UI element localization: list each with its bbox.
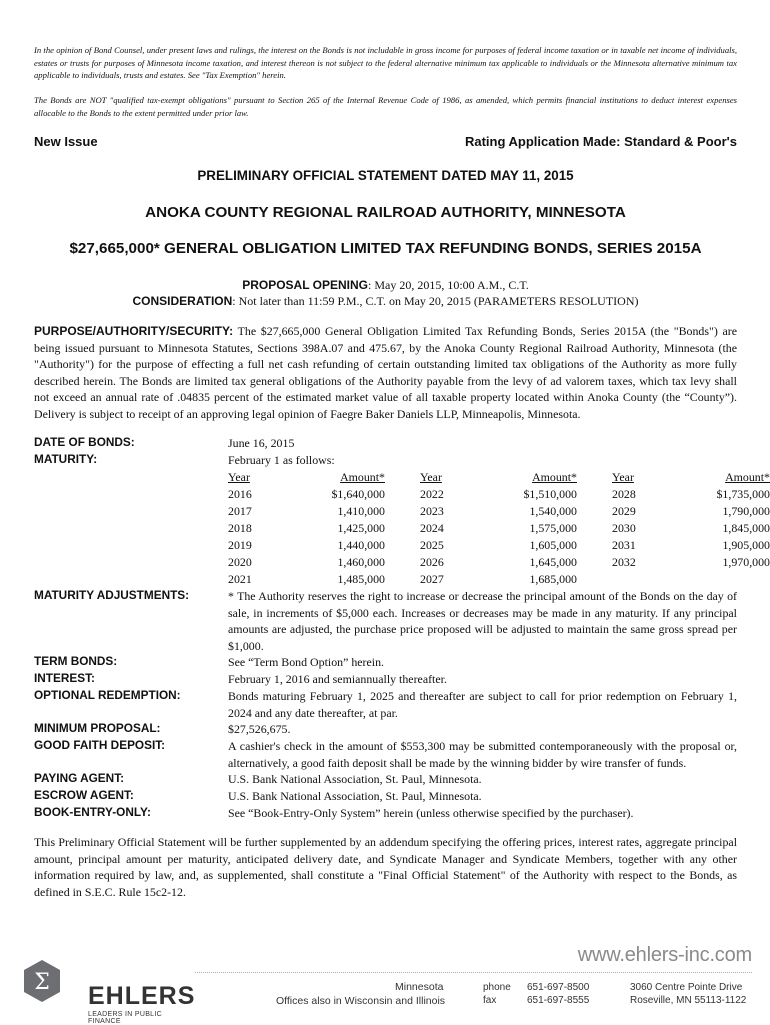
maturity-value: February 1 as follows: xyxy=(228,453,335,467)
maturity-amount: 1,605,000 xyxy=(529,538,577,552)
maturity-year: 2020 xyxy=(228,555,252,569)
statement-title: PRELIMINARY OFFICIAL STATEMENT DATED MAY 11, 2015 xyxy=(197,168,574,183)
purpose-text: The $27,665,000 General Obligation Limited Tax Refunding Bonds, Series 2015A (the "Bonds") are being issued pursuant to Minnesota Statutes, Sections 398A.07 and 475.67, by the Anoka County Regional Railroad Authority, Minnesota (the "Authority") for the purpose of effecting a full net cash refunding of certain outstanding limited tax obligations of the Authority as more fully described herein. The Bonds are limited tax general obligations of the Authority payable from the levy of ad valorem taxes, which tax levy shall not exceed an annual rate of .04835 percent of the estimated market value of all taxable property located within Anoka County (the “County”). Delivery is subject to receipt of an approving legal opinion of Faegre Baker Daniels LLP, Minneapolis, Minnesota. xyxy=(34,324,737,421)
phone-label: phone xyxy=(483,982,511,993)
bonds-title: $27,665,000* GENERAL OBLIGATION LIMITED TAX REFUNDING BONDS, SERIES 2015A xyxy=(69,240,702,257)
maturity-year: 2030 xyxy=(612,521,636,535)
maturity-amount: 1,540,000 xyxy=(529,504,577,518)
year-header: Year xyxy=(228,470,250,484)
brand-tagline: LEADERS IN PUBLIC FINANCE xyxy=(88,1011,162,1025)
maturity-amount-column xyxy=(453,469,577,588)
minimum-proposal-value: $27,526,675. xyxy=(228,722,291,736)
website-link[interactable]: www.ehlers-inc.com xyxy=(577,944,752,966)
consideration-label: CONSIDERATION xyxy=(132,294,233,308)
address-line-1: 3060 Centre Pointe Drive xyxy=(630,982,743,993)
maturity-amount-column xyxy=(646,469,770,571)
maturity-year: 2029 xyxy=(612,504,636,518)
maturity-amount: $1,735,000 xyxy=(716,487,770,501)
escrow-agent-label: ESCROW AGENT: xyxy=(34,788,134,802)
maturity-adjustments-label: MATURITY ADJUSTMENTS: xyxy=(34,588,190,602)
amount-header: Amount* xyxy=(340,470,385,484)
fax-label: fax xyxy=(483,995,497,1006)
maturity-amount: $1,510,000 xyxy=(523,487,577,501)
maturity-year-column xyxy=(228,469,252,588)
ehlers-logo xyxy=(20,958,196,1025)
proposal-opening xyxy=(34,278,737,293)
maturity-adjustments-value: * The Authority reserves the right to increase or decrease the principal amount of the Bonds on the day of sale, in increments of $5,000 each. Increases or decreases may be made in any maturity. If any principal amounts are adjusted, the purchase price proposed will be adjusted to maintain the same gross spread per $1,000. xyxy=(228,589,737,653)
amount-header: Amount* xyxy=(725,470,770,484)
date-of-bonds-value: June 16, 2015 xyxy=(228,436,295,450)
maturity-year: 2016 xyxy=(228,487,252,501)
consideration-value: : Not later than 11:59 P.M., C.T. on May 20, 2015 (PARAMETERS RESOLUTION) xyxy=(232,294,639,308)
footer xyxy=(0,940,770,1024)
maturity-year: 2026 xyxy=(420,555,444,569)
maturity-year: 2024 xyxy=(420,521,444,535)
closing-paragraph: This Preliminary Official Statement will be further supplemented by an addendum specifying the offering prices, interest rates, aggregate principal amount, principal amount per maturity, anticipated delivery date, and Syndicate Manager and Syndicate Members, together with any other information required by law, and, as supplemented, shall constitute a "Final Official Statement" of the Authority with respect to the Bonds, as defined in S.E.C. Rule 15c2-12. xyxy=(34,835,737,900)
footer-divider xyxy=(195,972,752,973)
maturity-amount: 1,970,000 xyxy=(722,555,770,569)
year-header: Year xyxy=(420,470,442,484)
maturity-year-column xyxy=(420,469,444,588)
address-line-2: Roseville, MN 55113-1122 xyxy=(630,995,747,1006)
maturity-amount: 1,575,000 xyxy=(529,521,577,535)
maturity-amount: 1,905,000 xyxy=(722,538,770,552)
proposal-opening-value: : May 20, 2015, 10:00 A.M., C.T. xyxy=(368,278,529,292)
year-header: Year xyxy=(612,470,634,484)
maturity-label: MATURITY: xyxy=(34,452,98,466)
sigma-logo-icon xyxy=(20,958,64,1004)
good-faith-deposit-value: A cashier's check in the amount of $553,300 may be submitted contemporaneously with the proposal or, alternatively, a good faith deposit shall be made by the winning bidder by wire transfer of funds. xyxy=(228,739,737,770)
book-entry-label: BOOK-ENTRY-ONLY: xyxy=(34,805,151,819)
maturity-year: 2032 xyxy=(612,555,636,569)
date-of-bonds-label: DATE OF BONDS: xyxy=(34,435,135,449)
issuer-title: ANOKA COUNTY REGIONAL RAILROAD AUTHORITY, MINNESOTA xyxy=(145,204,626,221)
maturity-year-column xyxy=(612,469,636,571)
maturity-amount: 1,410,000 xyxy=(337,504,385,518)
escrow-agent-value: U.S. Bank National Association, St. Paul, Minnesota. xyxy=(228,789,482,803)
maturity-year: 2028 xyxy=(612,487,636,501)
svg-text:Σ: Σ xyxy=(34,970,50,995)
maturity-amount: 1,440,000 xyxy=(337,538,385,552)
maturity-year: 2018 xyxy=(228,521,252,535)
maturity-year: 2021 xyxy=(228,572,252,586)
brand-name: EHLERS xyxy=(88,982,196,1010)
maturity-year: 2023 xyxy=(420,504,444,518)
term-bonds-value: See “Term Bond Option” herein. xyxy=(228,655,385,669)
proposal-opening-label: PROPOSAL OPENING xyxy=(242,278,369,292)
maturity-amount: 1,460,000 xyxy=(337,555,385,569)
tax-disclaimer: In the opinion of Bond Counsel, under present laws and rulings, the interest on the Bonds is not includable in gross income for purposes of federal income taxation or in taxable net income of individuals, estates or trusts for purposes of Minnesota income taxation, and interest thereon is not subject to the federal alternative minimum tax applicable to individuals or the Minnesota alternative minimum tax applicable to individuals, trusts and estates. See "Tax Exemption" herein. xyxy=(34,45,737,81)
maturity-year: 2022 xyxy=(420,487,444,501)
paying-agent-value: U.S. Bank National Association, St. Paul, Minnesota. xyxy=(228,772,482,786)
maturity-year: 2017 xyxy=(228,504,252,518)
qualified-obligations-disclaimer: The Bonds are NOT "qualified tax-exempt obligations" pursuant to Section 265 of the Internal Revenue Code of 1986, as amended, which permits financial institutions to deduct interest expenses allocable to the Bonds to the extent permitted under prior law. xyxy=(34,95,737,118)
maturity-amount: 1,425,000 xyxy=(337,521,385,535)
minimum-proposal-label: MINIMUM PROPOSAL: xyxy=(34,721,161,735)
book-entry-value: See “Book-Entry-Only System” herein (unless otherwise specified by the purchaser). xyxy=(228,806,634,820)
maturity-year: 2027 xyxy=(420,572,444,586)
paying-agent-label: PAYING AGENT: xyxy=(34,771,125,785)
interest-value: February 1, 2016 and semiannually thereafter. xyxy=(228,672,447,686)
optional-redemption-label: OPTIONAL REDEMPTION: xyxy=(34,688,181,702)
amount-header: Amount* xyxy=(532,470,577,484)
purpose-paragraph xyxy=(34,323,737,422)
optional-redemption-value: Bonds maturing February 1, 2025 and thereafter are subject to call for prior redemption on February 1, 2024 and any date thereafter, at par. xyxy=(228,689,737,720)
maturity-amount: 1,645,000 xyxy=(529,555,577,569)
maturity-amount: $1,640,000 xyxy=(331,487,385,501)
maturity-year: 2019 xyxy=(228,538,252,552)
new-issue-label: New Issue xyxy=(34,134,98,149)
phone-number[interactable]: 651-697-8500 xyxy=(527,982,590,993)
maturity-amount: 1,485,000 xyxy=(337,572,385,586)
maturity-amount: 1,790,000 xyxy=(722,504,770,518)
rating-label: Rating Application Made: Standard & Poor's xyxy=(464,134,737,149)
maturity-amount: 1,845,000 xyxy=(722,521,770,535)
term-bonds-label: TERM BONDS: xyxy=(34,654,118,668)
maturity-year: 2031 xyxy=(612,538,636,552)
fax-number: 651-697-8555 xyxy=(527,995,590,1006)
consideration xyxy=(34,294,737,309)
maturity-amount-column xyxy=(261,469,385,588)
office-state: Minnesota xyxy=(395,981,444,993)
other-offices: Offices also in Wisconsin and Illinois xyxy=(276,995,446,1007)
maturity-year: 2025 xyxy=(420,538,444,552)
good-faith-deposit-label: GOOD FAITH DEPOSIT: xyxy=(34,738,166,752)
purpose-label: PURPOSE/AUTHORITY/SECURITY: xyxy=(34,324,234,338)
maturity-amount: 1,685,000 xyxy=(529,572,577,586)
interest-label: INTEREST: xyxy=(34,671,95,685)
